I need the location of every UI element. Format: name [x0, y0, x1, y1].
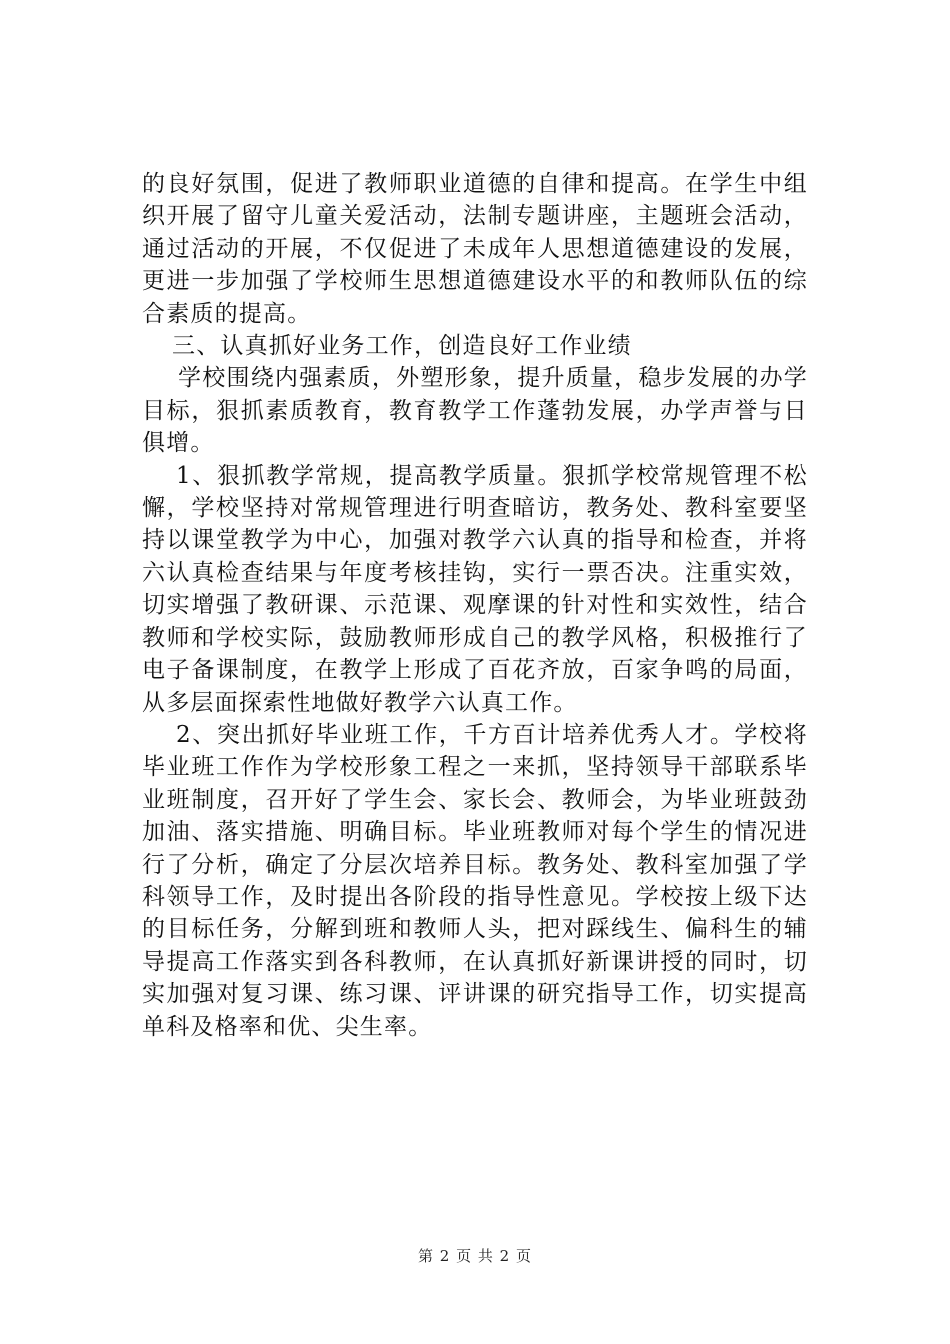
continuation-paragraph: 的良好氛围，促进了教师职业道德的自律和提高。在学生中组织开展了留守儿童关爱活动，法制专题讲座，主题班会活动，通过活动的开展，不仅促进了未成年人思想道德建设的发展，更进一步加强了学校师生思想道德建设水平的和教师队伍的综合素质的提高。 [142, 171, 808, 327]
section-heading: 三、认真抓好业务工作，创造良好工作业绩 [172, 333, 632, 360]
intro-paragraph: 学校围绕内强素质，外塑形象，提升质量，稳步发展的办学目标，狠抓素质教育，教育教学工作蓬勃发展，办学声誉与日俱增。 [142, 365, 808, 457]
page-footer: 第 2 页 共 2 页 [418, 1247, 532, 1265]
document-body [142, 168, 808, 1043]
teaching-routine-paragraph: 1、狠抓教学常规，提高教学质量。狠抓学校常规管理不松懈，学校坚持对常规管理进行明查暗访，教务处、教科室要坚持以课堂教学为中心，加强对教学六认真的指导和检查，并将六认真检查结果与年度考核挂钩，实行一票否决。注重实效，切实增强了教研课、示范课、观摩课的针对性和实效性，结合教师和学校实际，鼓励教师形成自己的教学风格，积极推行了电子备课制度，在教学上形成了百花齐放，百家争鸣的局面，从多层面探索性地做好教学六认真工作。 [142, 462, 808, 716]
graduating-class-paragraph: 2、突出抓好毕业班工作，千方百计培养优秀人才。学校将毕业班工作作为学校形象工程之一来抓，坚持领导干部联系毕业班制度，召开好了学生会、家长会、教师会，为毕业班鼓劲加油、落实措施、明确目标。毕业班教师对每个学生的情况进行了分析，确定了分层次培养目标。教务处、教科室加强了学科领导工作，及时提出各阶段的指导性意见。学校按上级下达的目标任务，分解到班和教师人头，把对踩线生、偏科生的辅导提高工作落实到各科教师，在认真抓好新课讲授的同时，切实加强对复习课、练习课、评讲课的研究指导工作，切实提高单科及格率和优、尖生率。 [142, 721, 808, 1040]
